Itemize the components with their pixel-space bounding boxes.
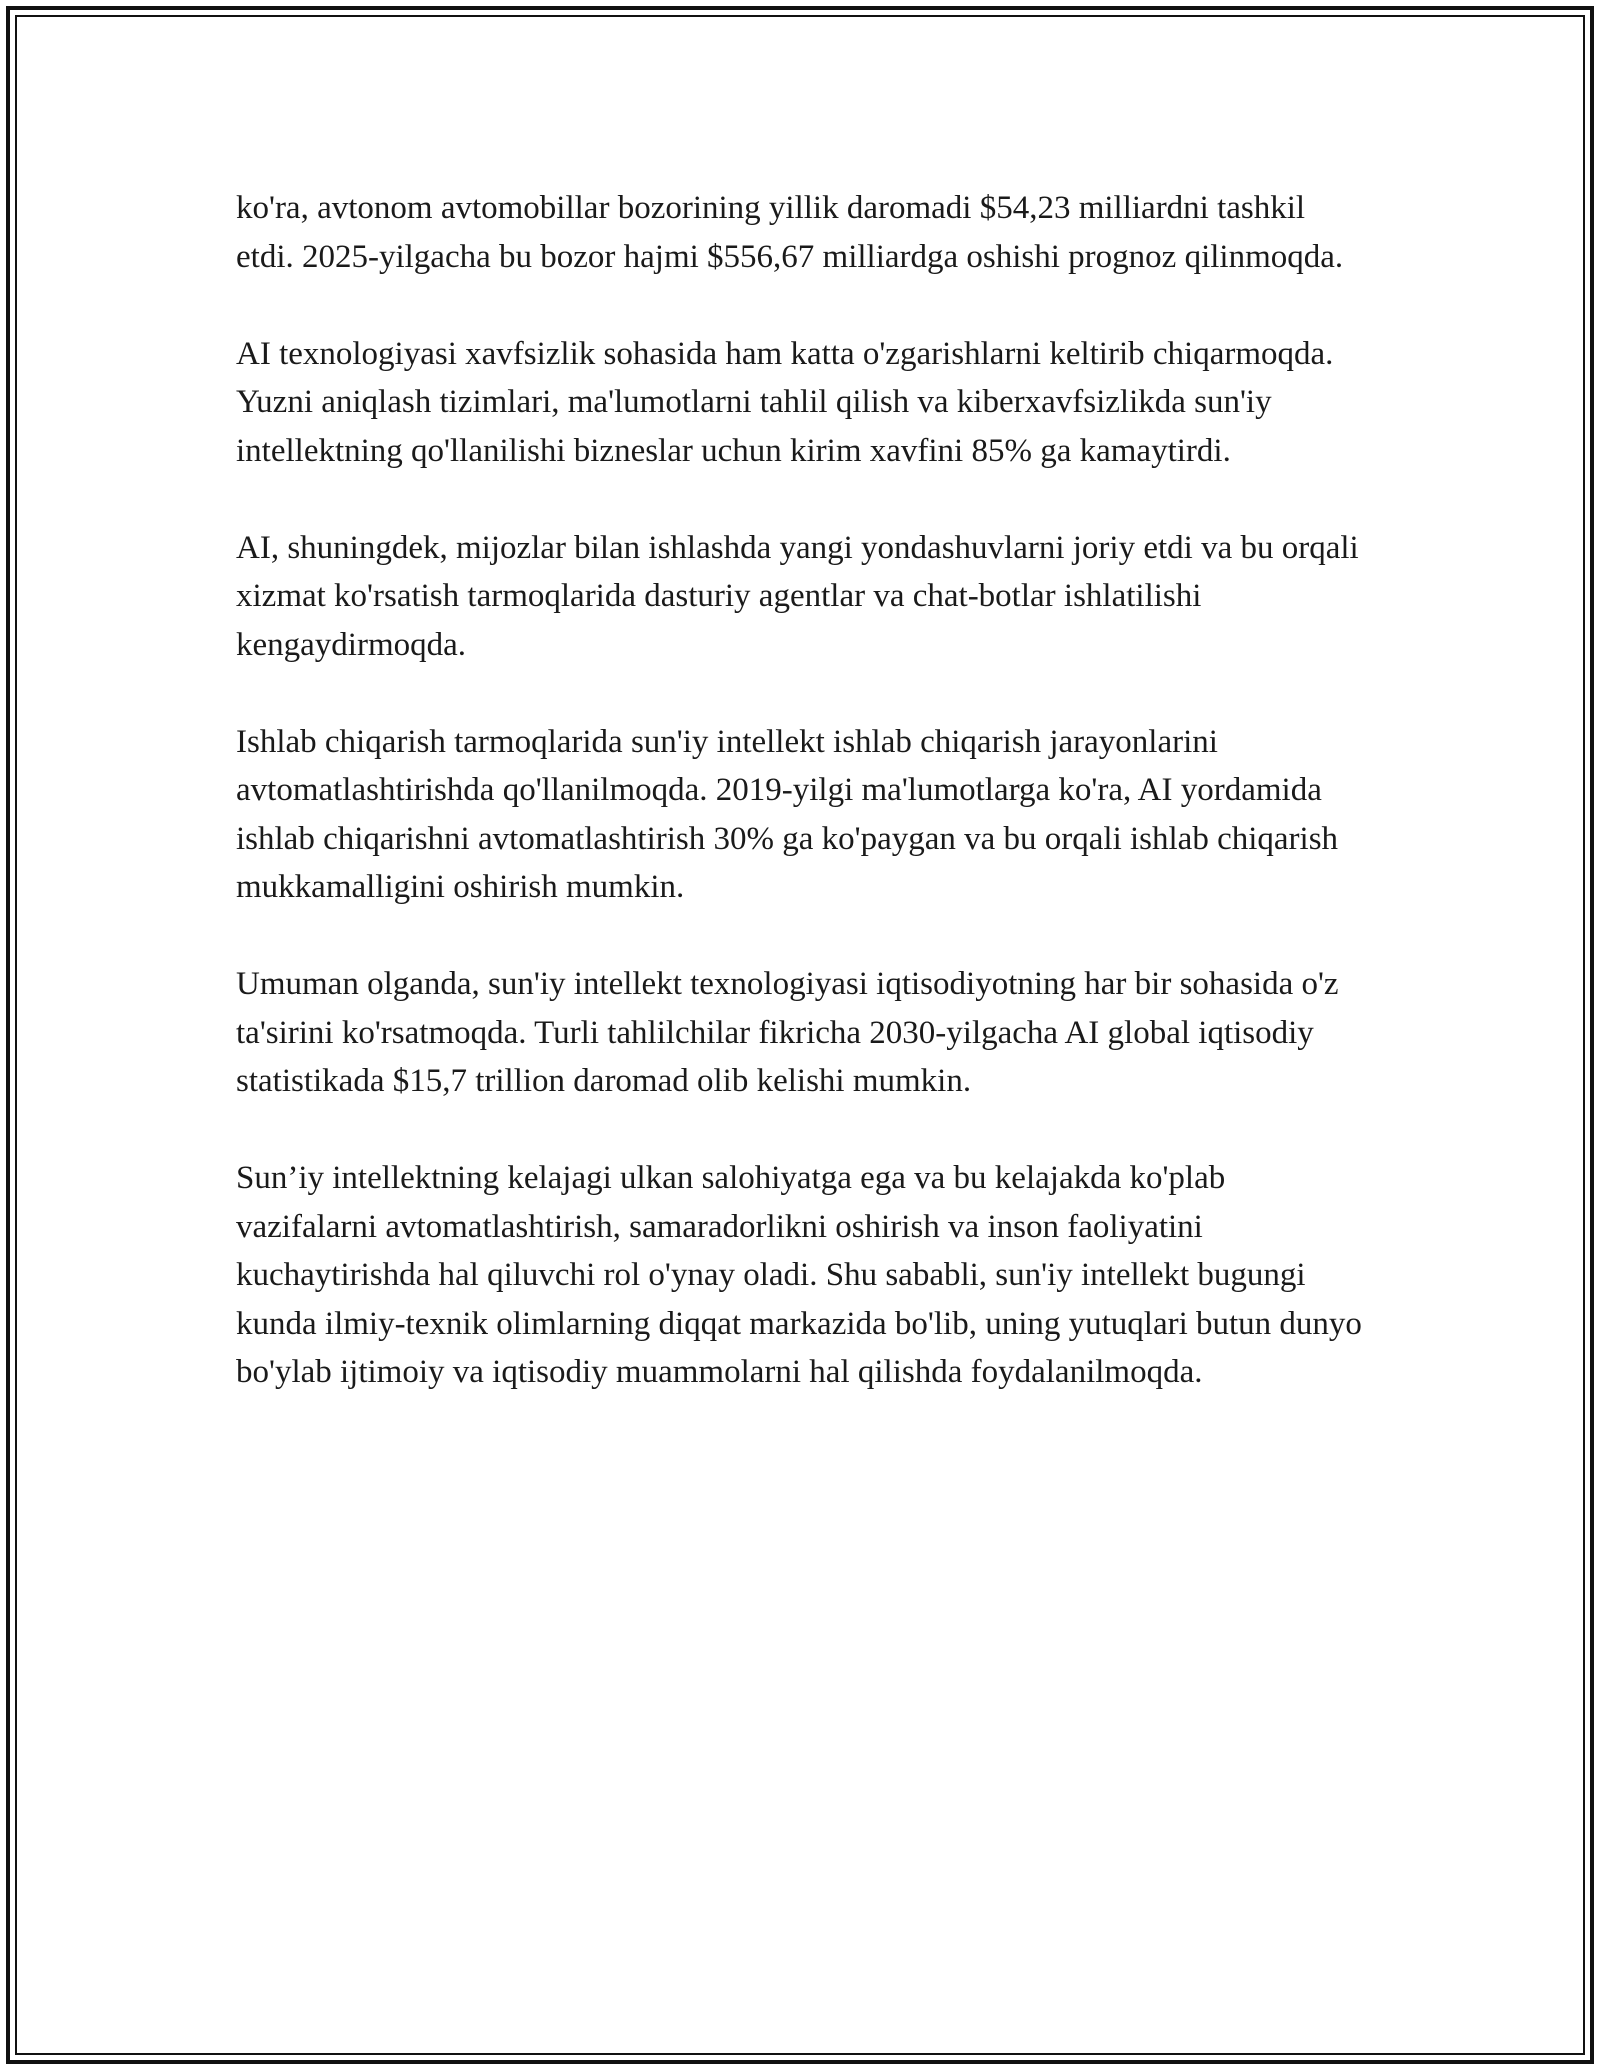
paragraph-economy: Umuman olganda, sun'iy intellekt texnologiyasi iqtisodiyotning har bir sohasida o'z ta'sirini ko'rsatmoqda. Turli tahlilchilar fikricha 2030-yilgacha AI global iqtisodiy statistikada $15,7 trillion daromad olib kelishi mumkin. [236,966,1339,1099]
paragraph-manufacturing: Ishlab chiqarish tarmoqlarida sun'iy intellekt ishlab chiqarish jarayonlarini avtomatlashtirishda qo'llanilmoqda. 2019-yilgi ma'lumotlarga ko'ra, AI yordamida ishlab chiqarishni avtomatlashtirish 30% ga ko'paygan va bu orqali ishlab chiqarish mukkamalligini oshirish mumkin. [236,723,1339,905]
paragraph-security: AI texnologiyasi xavfsizlik sohasida ham katta o'zgarishlarni keltirib chiqarmoqda. Yuzni aniqlash tizimlari, ma'lumotlarni tahlil qilish va kiberxavfsizlikda sun'iy intellektning qo'llanilishi bizneslar uchun kirim xavfini 85% ga kamaytirdi. [236,335,1334,469]
paragraph-future: Sun’iy intellektning kelajagi ulkan salohiyatga ega va bu kelajakda ko'plab vazifalarni avtomatlashtirish, samaradorlikni oshirish va inson faoliyatini kuchaytirishda hal qiluvchi rol o'ynay oladi. Shu sababli, sun'iy intellekt bugungi kunda ilmiy-texnik olimlarning diqqat markazida bo'lib, uning yutuqlari butun dunyo bo'ylab ijtimoiy va iqtisodiy muammolarni hal qilishda foydalanilmoqda. [236,1160,1362,1390]
paragraph-customer-service: AI, shuningdek, mijozlar bilan ishlashda yangi yondashuvlarni joriy etdi va bu orqali xizmat ko'rsatish tarmoqlarida dasturiy agentlar va chat-botlar ishlatilishi kengaydirmoqda. [236,529,1359,663]
paragraph-autonomous-vehicles: ko'ra, avtonom avtomobillar bozorining yillik daromadi $54,23 milliardni tashkil etdi. 2025-yilgacha bu bozor hajmi $556,67 milliardga oshishi prognoz qilinmoqda. [236,190,1344,275]
document-body [236,184,1366,1445]
